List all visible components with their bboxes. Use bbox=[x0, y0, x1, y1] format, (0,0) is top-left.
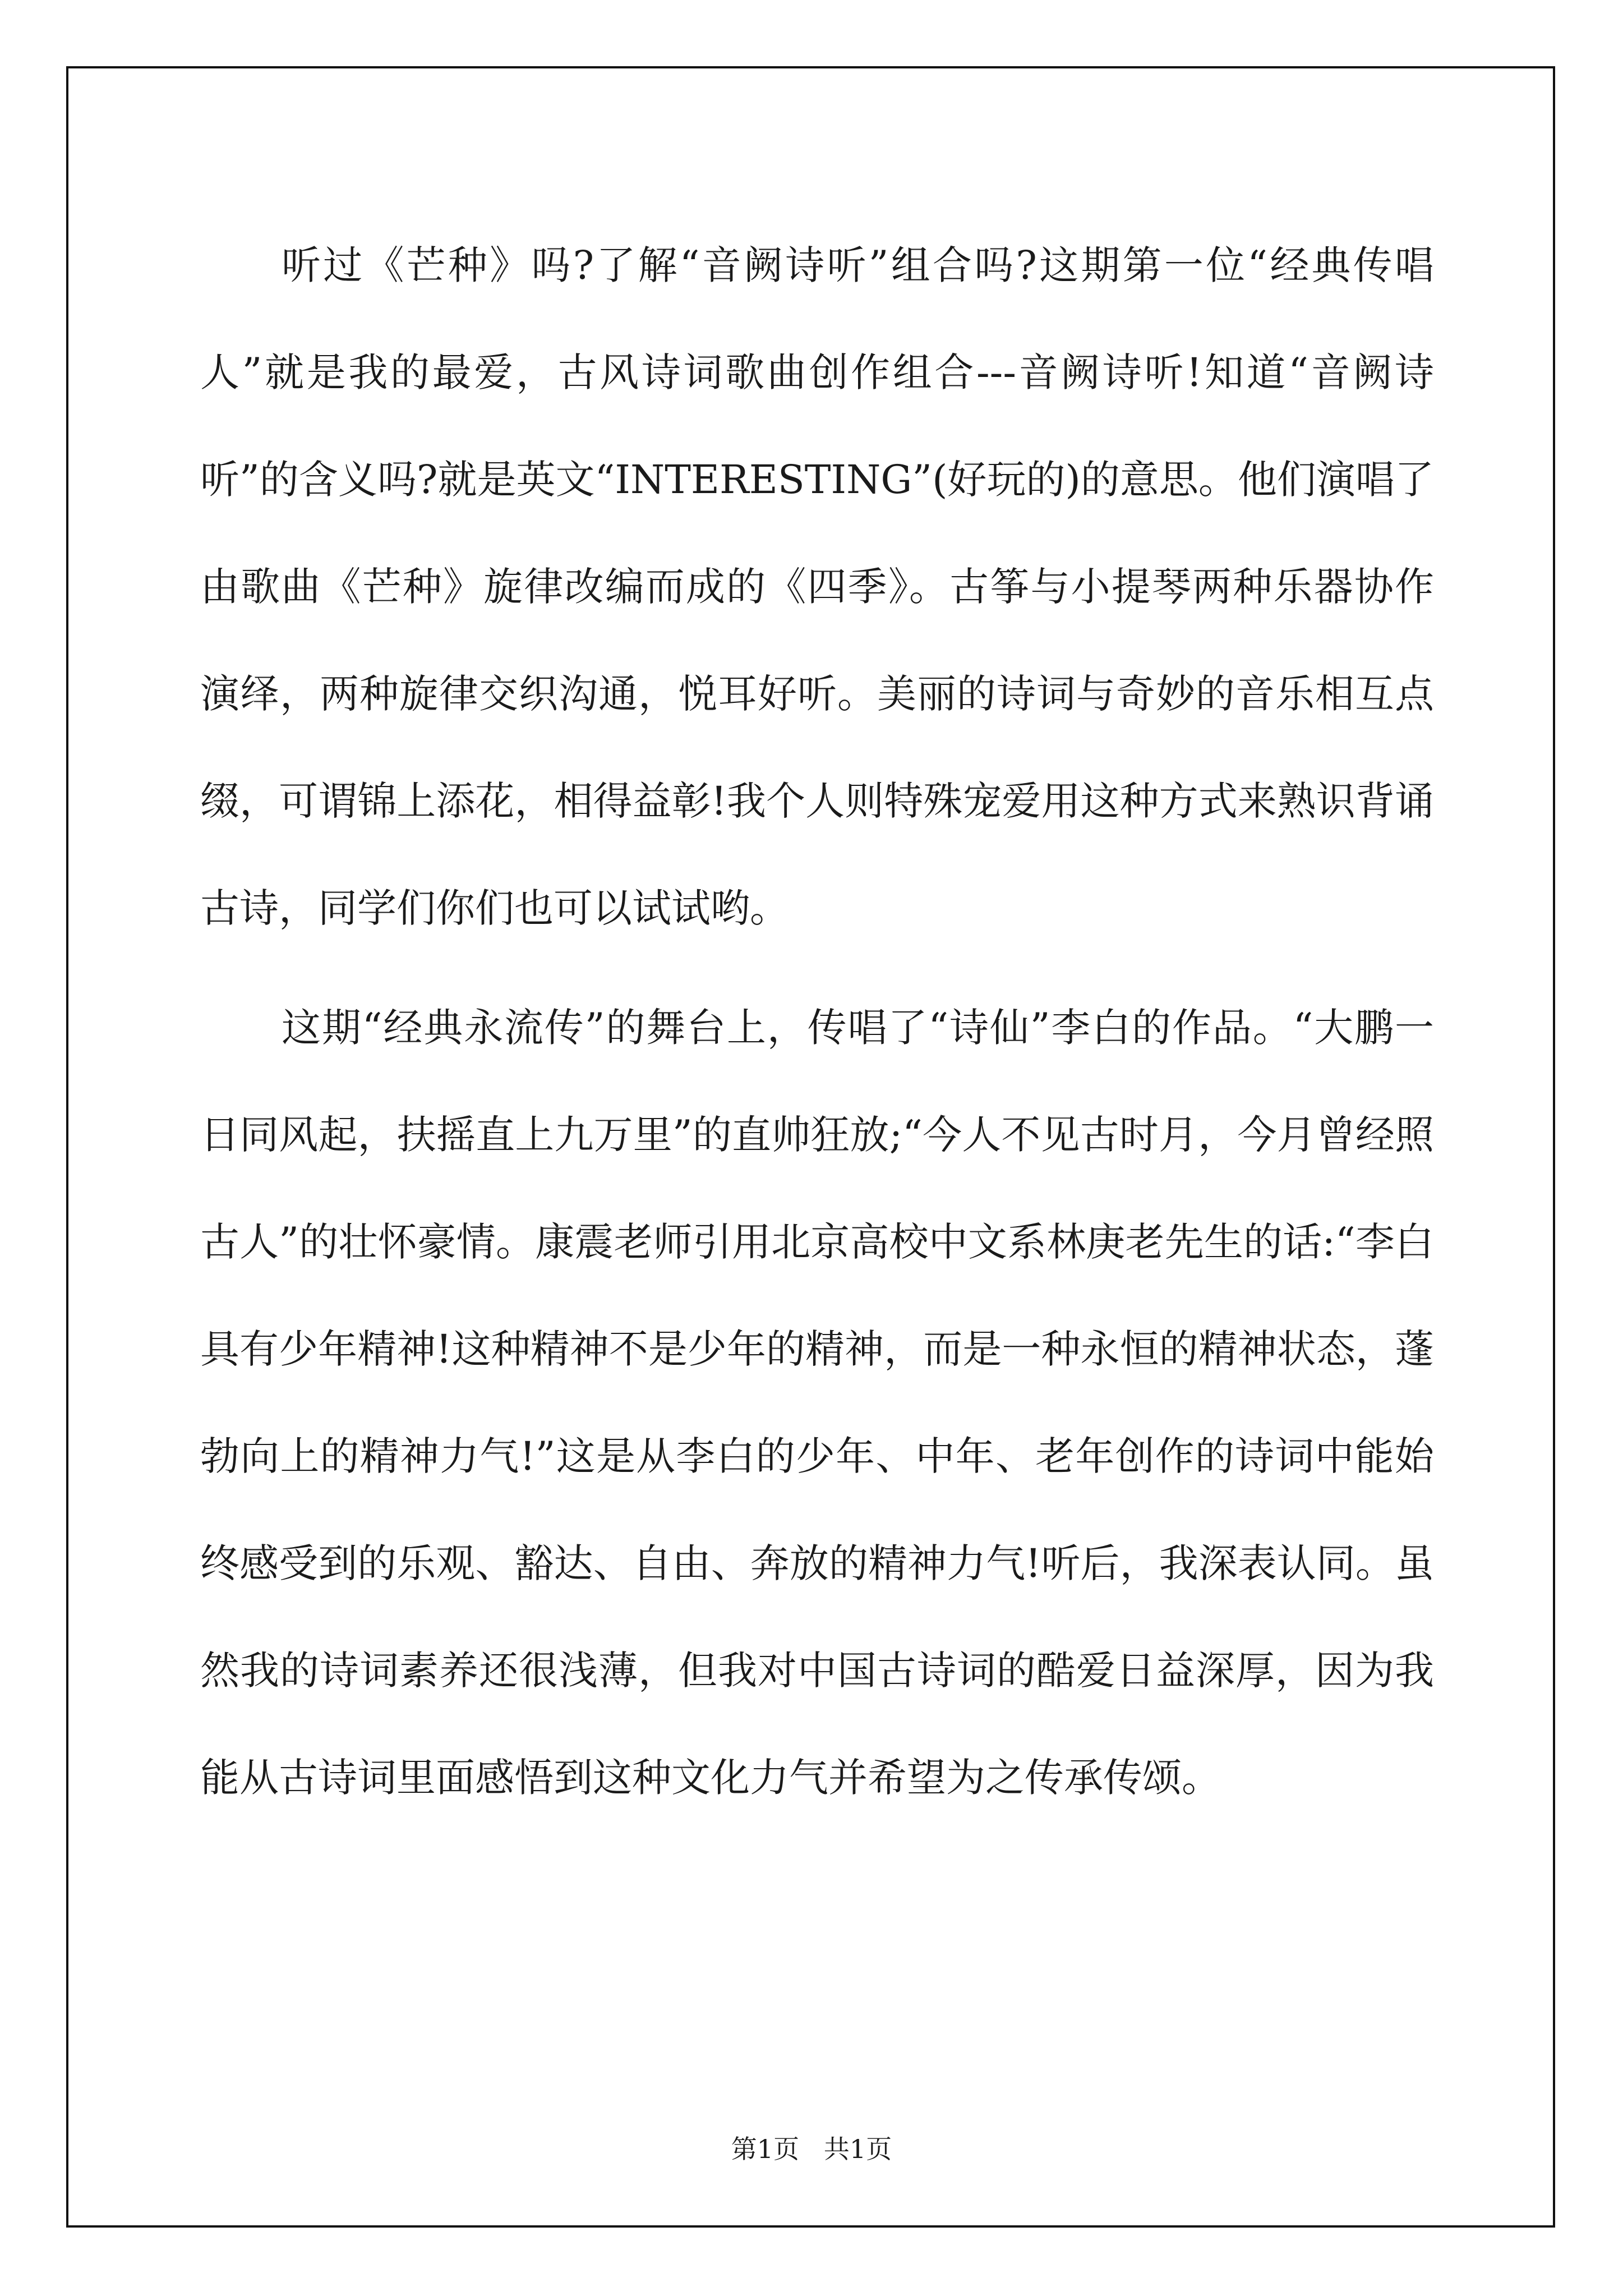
page-number-footer: 第1页 共1页 bbox=[731, 2134, 892, 2164]
paragraph-2: 这期“经典永流传”的舞台上，传唱了“诗仙”李白的作品。“大鹏一日同风起，扶摇直上九万里”的直帅狂放;“今人不见古时月，今月曾经照古人”的壮怀豪情。康震老师引用北京高校中文系林庚老先生的话:“李白具有少年精神!这种精神不是少年的精神，而是一种永恒的精神状态，蓬勃向上的精神力气!”这是从李白的少年、中年、老年创作的诗词中能始终感受到的乐观、豁达、自由、奔放的精神力气!听后，我深表认同。虽然我的诗词素养还很浅薄，但我对中国古诗词的酷爱日益深厚，因为我能从古诗词里面感悟到这种文化力气并希望为之传承传颂。 bbox=[200, 1005, 1434, 1801]
paragraph-1: 听过《芒种》吗?了解“音阙诗听”组合吗?这期第一位“经典传唱人”就是我的最爱，古风诗词歌曲创作组合---音阙诗听!知道“音阙诗听”的含义吗?就是英文“INTERESTING”(好玩的)的意思。他们演唱了由歌曲《芒种》旋律改编而成的《四季》。古筝与小提琴两种乐器协作演绎，两种旋律交织沟通，悦耳好听。美丽的诗词与奇妙的音乐相互点缀，可谓锦上添花，相得益彰!我个人则特殊宠爱用这种方式来熟识背诵古诗，同学们你们也可以试试哟。 bbox=[200, 242, 1434, 931]
document-body bbox=[200, 212, 1434, 1832]
